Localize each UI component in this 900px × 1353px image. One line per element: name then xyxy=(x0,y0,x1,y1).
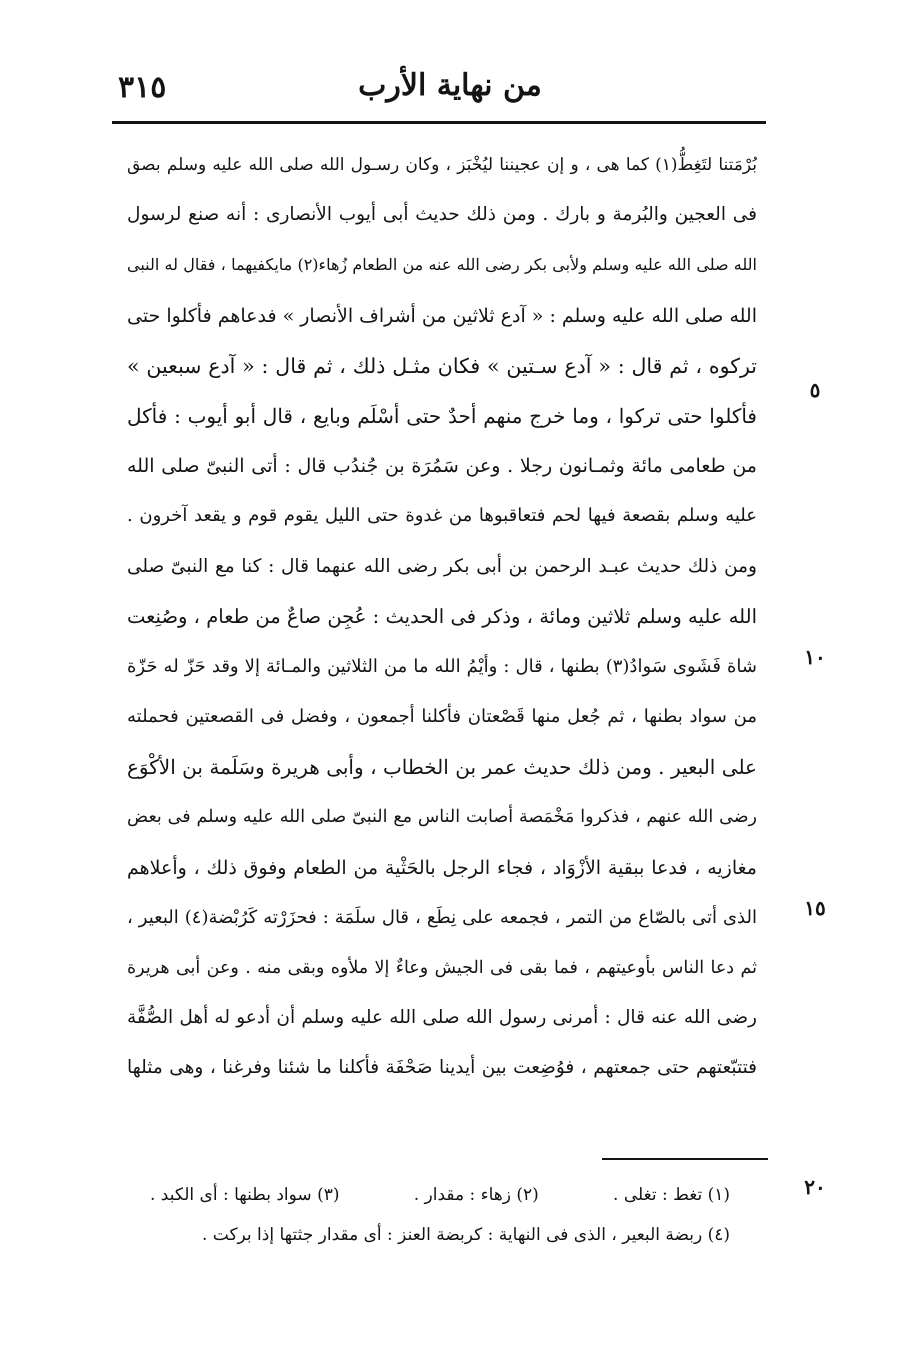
footnote-3: (٣) سواد بطنها : أى الكبد . xyxy=(150,1185,340,1205)
body-line: شاة فَشَوى سَوادُ(٣) بطنها ، قال : وأيْمُ الله ما من الثلاثين والمـائة إلا وقد حَزّ له حَزّة xyxy=(127,655,757,677)
body-line: من طعامى مائة وثمـانون رجلا . وعن سَمُرَة بن جُندُب قال : أتى النبىّ صلى الله xyxy=(127,455,757,478)
body-line: فأكلوا حتى تركوا ، وما خرج منهم أحدٌ حتى أسْلَم وبايع ، قال أبو أيوب : فأكل xyxy=(127,403,757,428)
body-line: عليه وسلم بقصعة فيها لحم فتعاقبوها من غدوة حتى الليل يقوم قوم و يقعد آخرون . xyxy=(127,505,757,527)
body-line: بُرْمَتنا لتَغِطُّ(١) كما هى ، و إن عجيننا ليُخْبَز ، وكان رسـول الله صلى الله عليه وسلم بصق xyxy=(127,155,757,175)
body-line: رضى الله عنه قال : أمرنى رسول الله صلى الله عليه وسلم أن أدعو له أهل الصُّفَّة xyxy=(127,1007,757,1029)
body-line: مغازيه ، فدعا ببقية الأزْوَاد ، فجاء الرجل بالحَثْية من الطعام وفوق ذلك ، وأعلاهم xyxy=(127,856,757,879)
footnote-4: (٤) ربضة البعير ، الذى فى النهاية : كربضة العنز : أى مقدار جثتها إذا بركت . xyxy=(201,1225,730,1245)
body-line: من سواد بطنها ، ثم جُعل منها قَصْعتان فأكلنا أجمعون ، وفضل فى القصعتين فحملته xyxy=(127,706,757,728)
line-number-20: ٢٠ xyxy=(804,1175,826,1199)
page-number: ٣١٥ xyxy=(118,70,167,105)
body-line: الله صلى الله عليه وسلم : « آدع ثلاثين من أشراف الأنصار » فدعاهم فأكلوا حتى xyxy=(127,304,757,327)
body-line: الله صلى الله عليه وسلم ولأبى بكر رضى الله عنه من الطعام زُهاء(٢) مايكفيهما ، فقال له النبى xyxy=(127,255,757,275)
footnote-row xyxy=(150,1175,730,1215)
body-line: الذى أتى بالصّاع من التمر ، فجمعه على نِطَع ، قال سلَمَة : فحزَرْته كَرُبْضة(٤) البعير ، xyxy=(127,906,757,928)
footnotes xyxy=(150,1175,730,1255)
header-rule xyxy=(112,121,766,124)
body-line: تركوه ، ثم قال : « آدع سـتين » فكان مثـل ذلك ، ثم قال : « آدع سبعين » xyxy=(127,353,757,378)
body-text xyxy=(127,140,757,1094)
line-number-15: ١٥ xyxy=(804,896,826,920)
body-line: الله عليه وسلم ثلاثين ومائة ، وذكر فى الحديث : عُجِن صاعٌ من طعام ، وصُنِعت xyxy=(127,604,757,628)
line-number-10: ١٠ xyxy=(804,645,826,669)
footnote-1: (١) تغط : تغلى . xyxy=(613,1185,730,1205)
running-title: من نهاية الأرب xyxy=(358,68,542,103)
body-line: على البعير . ومن ذلك حديث عمر بن الخطاب ، وأبى هريرة وسَلَمة بن الأكْوَع xyxy=(127,755,757,780)
line-number-5: ٥ xyxy=(809,378,821,402)
body-line: رضى الله عنهم ، فذكروا مَخْمَصة أصابت الناس مع النبىّ صلى الله عليه وسلم فى بعض xyxy=(127,807,757,828)
footnote-2: (٢) زهاء : مقدار . xyxy=(413,1185,539,1205)
body-line: فتتبّعتهم حتى جمعتهم ، فوُضِعت بين أيدينا صَحْفَة فأكلنا ما شئنا وفرغنا ، وهى مثلها xyxy=(127,1057,757,1079)
body-line: ثم دعا الناس بأوعيتهم ، فما بقى فى الجيش وعاءٌ إلا ملأوه وبقى منه . وعن أبى هريرة xyxy=(127,958,757,978)
body-line: ومن ذلك حديث عبـد الرحمن بن أبى بكر رضى الله عنهما قال : كنا مع النبىّ صلى xyxy=(127,555,757,577)
footnote-rule xyxy=(602,1158,768,1160)
body-line: فى العجين والبُرمة و بارك . ومن ذلك حديث أبى أيوب الأنصارى : أنه صنع لرسول xyxy=(127,204,757,226)
footnote-row xyxy=(150,1215,730,1255)
